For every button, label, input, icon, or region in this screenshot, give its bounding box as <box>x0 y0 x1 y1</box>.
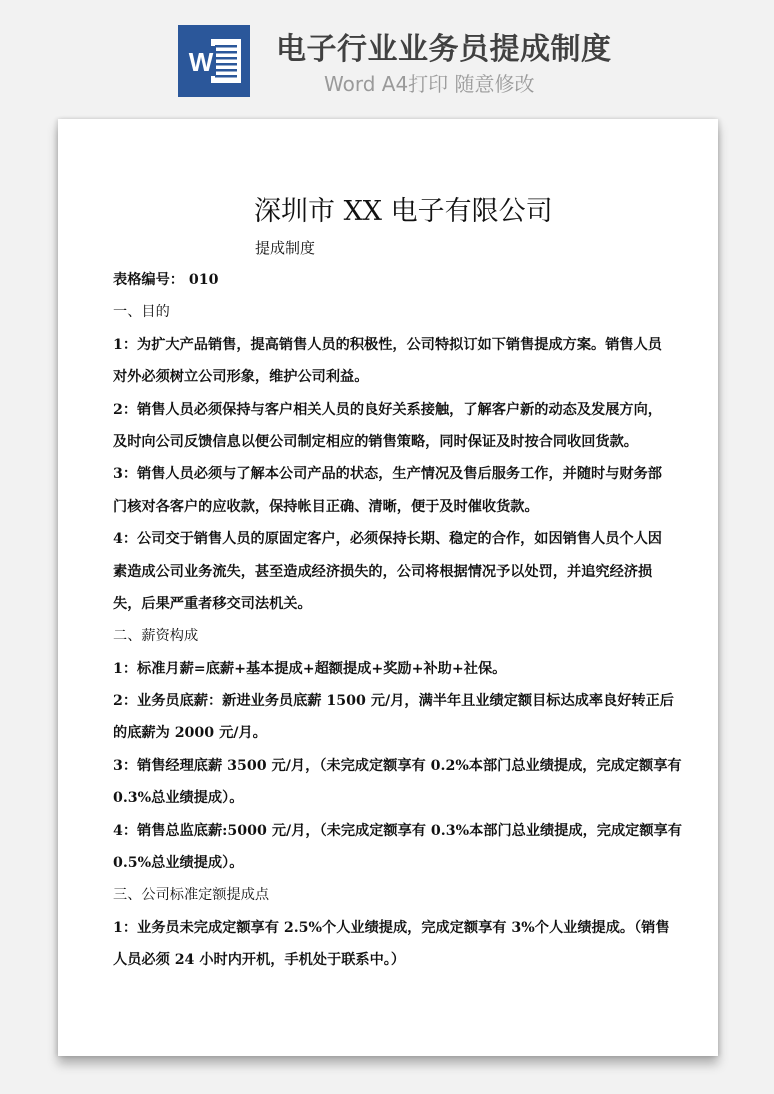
paragraph-line: 3：销售人员必须与了解本公司产品的状态，生产情况及售后服务工作，并随时与财务部 <box>113 466 662 483</box>
word-document-icon <box>178 25 250 97</box>
paragraph-line: 人员必须 24 小时内开机，手机处于联系中。） <box>113 952 406 969</box>
word-icon-letter: W <box>188 47 214 77</box>
section-heading: 二、薪资构成 <box>113 628 199 645</box>
paragraph-line: 4：销售总监底薪:5000 元/月，（未完成定额享有 0.3%本部门总业绩提成，完成定额享有 <box>113 822 682 839</box>
paragraph-line: 4：公司交于销售人员的原固定客户，必须保持长期、稳定的合作，如因销售人员个人因 <box>113 531 662 548</box>
document-title: 深圳市 XX 电子有限公司 <box>254 196 553 227</box>
paragraph-line: 失，后果严重者移交司法机关。 <box>113 595 312 612</box>
page-header <box>0 0 774 118</box>
paragraph-line: 3：销售经理底薪 3500 元/月，（未完成定额享有 0.2%本部门总业绩提成，完成定额享有 <box>113 757 682 774</box>
section-heading: 三、公司标准定额提成点 <box>113 887 270 904</box>
paragraph-line: 素造成公司业务流失，甚至造成经济损失的，公司将根据情况予以处罚，并追究经济损 <box>113 563 653 580</box>
paragraph-line: 对外必须树立公司形象，维护公司利益。 <box>113 369 369 386</box>
document-subtitle: 提成制度 <box>255 239 316 257</box>
paragraph-line: 1：为扩大产品销售，提高销售人员的积极性，公司特拟订如下销售提成方案。销售人员 <box>113 336 662 353</box>
paragraph-line: 0.5%总业绩提成）。 <box>113 855 244 872</box>
form-number-line: 表格编号： 010 <box>113 272 219 288</box>
paragraph-line: 2：业务员底薪：新进业务员底薪 1500 元/月，满半年且业绩定额目标达成率良好转正后 <box>113 693 674 710</box>
paragraph-line: 1：标准月薪=底薪+基本提成+超额提成+奖励+补助+社保。 <box>113 660 507 677</box>
paragraph-line: 的底薪为 2000 元/月。 <box>113 725 267 742</box>
header-subtitle: Word A4打印 随意修改 <box>324 72 535 96</box>
section-heading: 一、目的 <box>113 304 170 321</box>
paragraph-line: 及时向公司反馈信息以便公司制定相应的销售策略，同时保证及时按合同收回货款。 <box>113 433 638 450</box>
document-body <box>113 271 682 984</box>
paragraph-line: 门核对各客户的应收款，保持帐目正确、清晰，便于及时催收货款。 <box>113 498 539 515</box>
paragraph-line: 0.3%总业绩提成）。 <box>113 790 244 807</box>
header-title: 电子行业业务员提成制度 <box>276 32 612 67</box>
paragraph-line: 1：业务员未完成定额享有 2.5%个人业绩提成，完成定额享有 3%个人业绩提成。（销售 <box>113 919 670 936</box>
document-page <box>58 119 718 1056</box>
paragraph-line: 2：销售人员必须保持与客户相关人员的良好关系接触，了解客户新的动态及发展方向， <box>113 401 662 418</box>
